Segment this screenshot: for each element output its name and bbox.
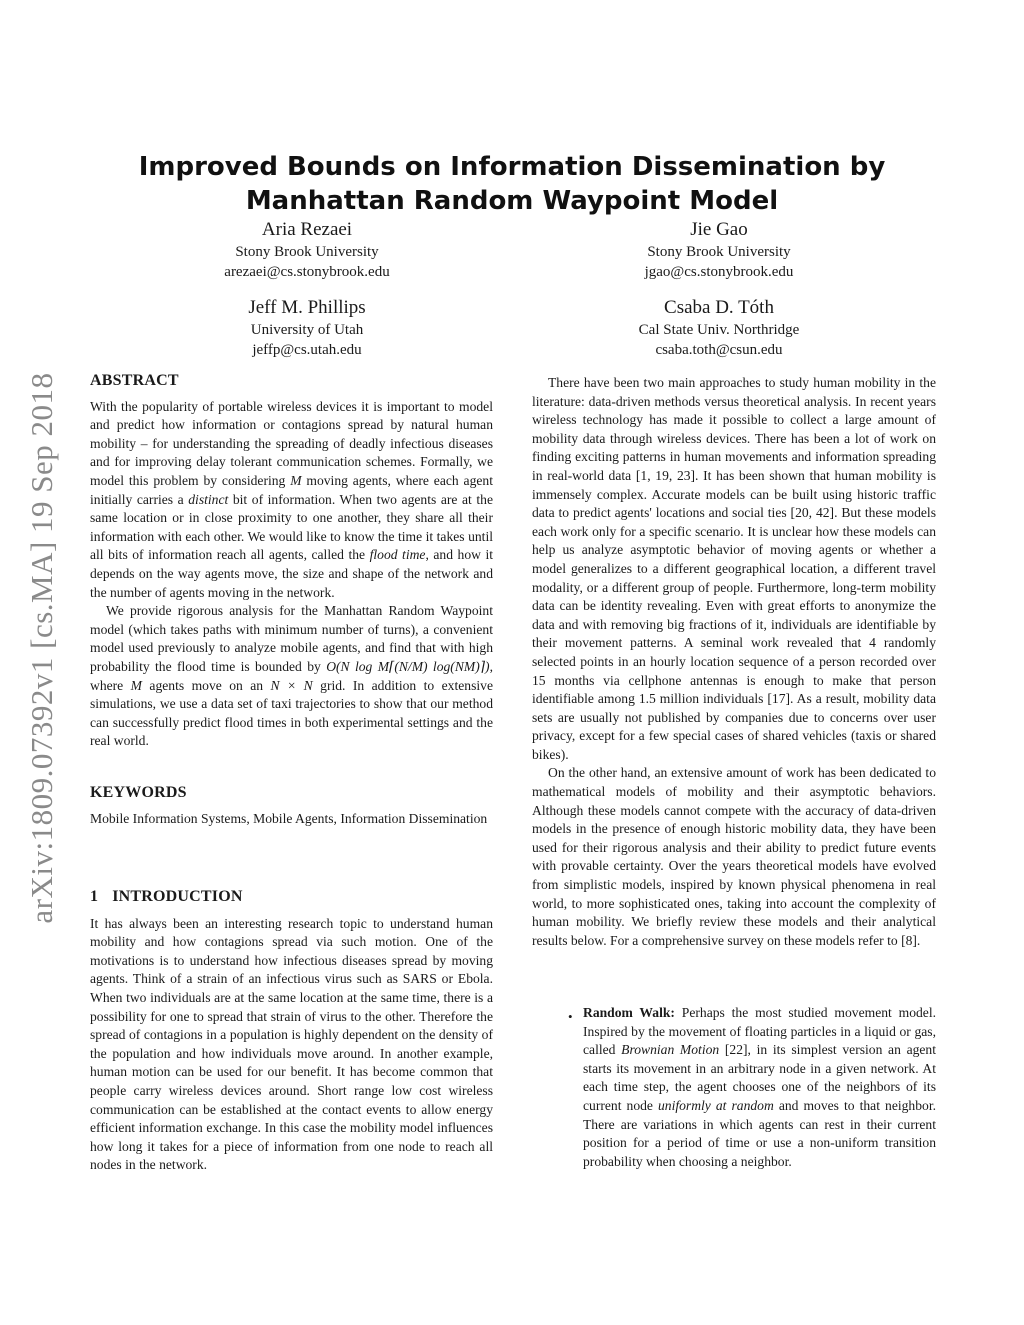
author-block-4: [549, 296, 889, 360]
list-item-random-walk: • Random Walk: Perhaps the most studied movement model. Inspired by the movement of floating particles in a liquid or gas, called Brownian Motion [22], in its simplest version an agent starts its movement in an arbitrary node in a given network. At each time step, the agent chooses one of the neighbors of its current node uniformly at random and moves to that neighbor. There are variations in which agents can rest in their current position for a period of time or use a non-uniform transition probability when choosing a neighbor.: [568, 1005, 937, 1169]
arxiv-identifier: arXiv:1809.07392v1 [cs.MA] 19 Sep 2018: [24, 372, 59, 924]
abstract-section: [90, 372, 493, 751]
author-name: Aria Rezaei: [261, 219, 353, 240]
keywords-text: Mobile Information Systems, Mobile Agents, Information Dissemination: [90, 810, 488, 826]
abstract-heading: ABSTRACT: [90, 372, 179, 389]
keywords-heading: KEYWORDS: [90, 784, 187, 801]
introduction-paragraph-1: It has always been an interesting research topic to understand human mobility and how contagions spread via such motion. One of the motivations is to understand how infectious diseases spread by moving agents. Think of a strain of an infectious virus such as SARS or Ebola. When two individuals are at the same location at the same time, there is a possibility for one to spread that strain of virus to the other. Therefore the spread of contagions in a population is highly dependent on the density of the population and how individuals move around. In another example, human motion can be used for our benefit. It has become common that people carry wireless devices around. Short range low cost wireless communication can be established at the contact events to allow energy efficient information exchange. In this case the mobility model influences how long it takes for a piece of information from one node to reach all nodes in the network.: [90, 915, 493, 1173]
author-affiliation: University of Utah: [250, 322, 364, 338]
model-list: [532, 1004, 936, 1171]
paper-title: Improved Bounds on Information Dissemination by Manhattan Random Waypoint Model: [138, 152, 886, 217]
author-name: Jie Gao: [690, 219, 748, 240]
author-email: csaba.toth@csun.edu: [655, 342, 783, 358]
introduction-continued: [532, 374, 936, 950]
flood-time-bound: O(N log M⌈(N/M) log(NM)⌉): [326, 658, 490, 674]
introduction-heading: 1 INTRODUCTION: [90, 888, 243, 905]
author-affiliation: Stony Brook University: [647, 244, 791, 260]
author-name: Jeff M. Phillips: [248, 297, 366, 318]
author-email: arezaei@cs.stonybrook.edu: [224, 264, 390, 280]
author-affiliation: Stony Brook University: [235, 244, 379, 260]
introduction-section: [90, 888, 493, 1175]
author-block-1: [137, 218, 477, 282]
abstract-paragraph-1: With the popularity of portable wireless devices it is important to model and predict how information or contagions spread by natural human mobility – for understanding the spreading of deadly infectious diseases and for improving delay tolerant communication schemes. Formally, we model this problem by considering M moving agents, where each agent initially carries a distinct bit of information. When two agents are at the same location or in close proximity to one another, they share all their information with each other. We would like to know the time it takes until all bits of information reach all agents, called the flood time, and how it depends on the way agents move, the size and shape of the network and the number of agents moving in the network.: [90, 398, 494, 600]
keywords-section: [90, 784, 493, 828]
abstract-paragraph-2: We provide rigorous analysis for the Manhattan Random Waypoint model (which takes paths with minimum number of turns), a convenient model used previously to analyze mobile agents, and find that with high probability the flood time is bounded by O(N log M⌈(N/M) log(NM)⌉), where M agents move on an N × N grid. In addition to extensive simulations, we use a data set of taxi trajectories to show that our method can successfully predict flood times in both experimental settings and the real world.: [90, 603, 493, 749]
author-email: jeffp@cs.utah.edu: [252, 342, 362, 358]
author-block-2: [549, 218, 889, 282]
author-block-3: [137, 296, 477, 360]
author-name: Csaba D. Tóth: [664, 297, 774, 318]
bullet-icon: •: [568, 1009, 573, 1024]
introduction-paragraph-3: On the other hand, an extensive amount of work has been dedicated to mathematical models of mobility and their asymptotic behaviors. Although these models cannot compete with the accuracy of data-driven models in the presence of enough historic mobility data, they have been used for their rigorous analysis and their ability to predict future events with provable certainty. Over the years theoretical models have evolved from simplistic models, inspired by known physical phenomena in real world, to more sophisticated ones, taking into account the complexity of human mobility. We briefly review these models and their analytical results below. For a comprehensive survey on these models refer to [8].: [532, 765, 936, 948]
author-email: jgao@cs.stonybrook.edu: [644, 264, 794, 280]
introduction-paragraph-2: There have been two main approaches to study human mobility in the literature: data-driven methods versus theoretical analysis. In recent years wireless technology has made it possible to collect a large amount of mobility data through wireless devices. There has been a lot of work on finding exciting patterns in human movements and information spreading in real-world data [1, 19, 23]. It has been shown that human mobility is immensely complex. Accurate models can be built using historic traffic data to predict agents' locations and social ties [20, 42]. But these models each work only for a specific scenario. It is unclear how these models can help us analyze asymptotic behavior of moving agents or whether a model generalizes to a different geographical location, a different travel modality, or a different group of people. Furthermore, long-term mobility data can be identity revealing. Even with great efforts to anonymize the data and with removing big fractions of it, individuals are identifiable by their movement patterns. A seminal work revealed that 4 randomly selected points in an hourly location sequence of a person recorded over 15 months via cellphone antennas is enough to make that person identifiable among 1.5 million individuals [17]. As a result, mobility data sets are usually not published by companies due to concerns over user privacy, except for a few special cases of shared vehicles (taxis or shared bikes).: [532, 375, 936, 762]
author-affiliation: Cal State Univ. Northridge: [638, 322, 800, 338]
